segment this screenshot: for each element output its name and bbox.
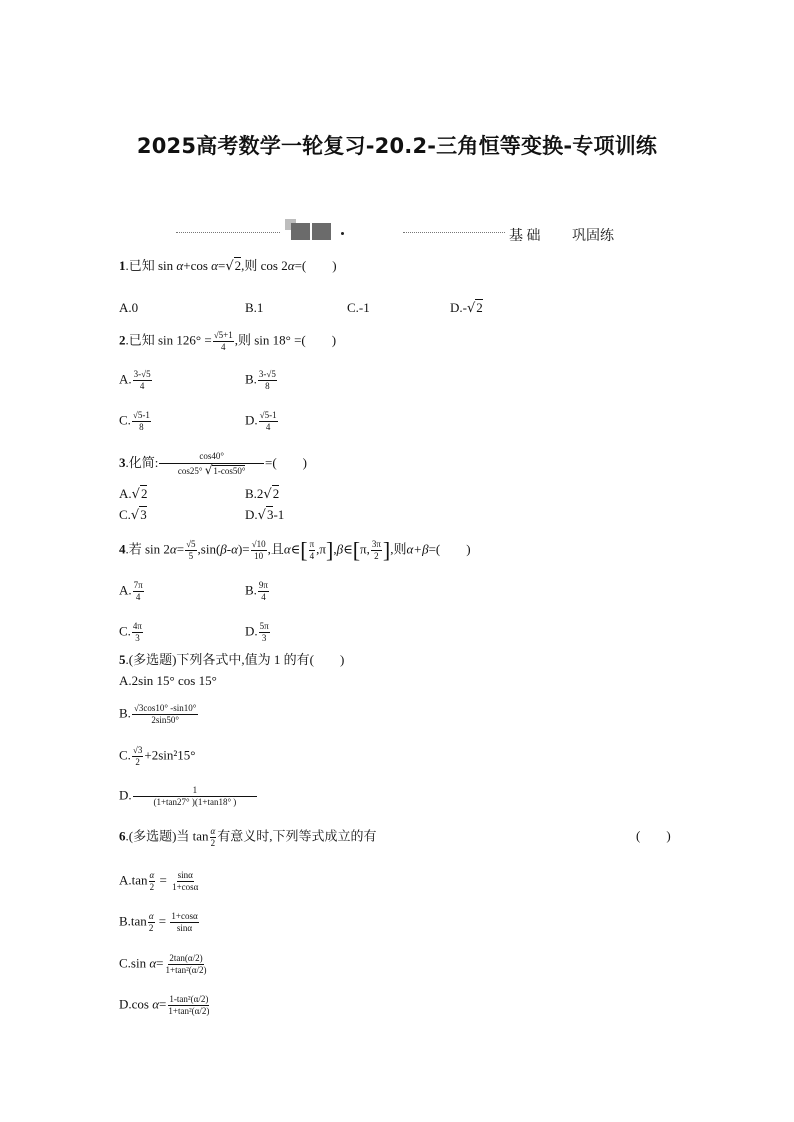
question-6-option-c: C.sin α= $\frac{2\tan(\alpha/2)}{\text{1+tan²(α/2)}}$ — [119, 953, 207, 975]
question-1-option-a: A.0 — [119, 300, 139, 315]
question-3-option-c: C.√3 — [119, 507, 147, 523]
question-2-option-c: C. $\frac{√5-1}{8}$ — [119, 410, 150, 432]
question-2-option-b: B. $\frac{3-√5}{8}$ — [245, 369, 276, 391]
section-badge-block-1 — [291, 223, 310, 240]
section-badge-block-2 — [312, 223, 331, 240]
section-dot — [341, 232, 344, 235]
question-5-option-a: A.2sin 15° cos 15° — [119, 673, 217, 688]
question-4-option-b: B. $\frac{9\pi}{4}$ — [245, 580, 268, 602]
section-divider-left — [176, 232, 280, 233]
question-6-option-a: A.tan $\frac{\alpha}{2}$ = $\frac{\sin\alpha}{1+\cos\alpha}$ — [119, 870, 199, 892]
question-6-option-b: B.tan $\frac{\alpha}{2}$ = $\frac{1+\cos\alpha}{\sin\alpha}$ — [119, 911, 198, 933]
question-1-option-d: D.-√2 — [450, 300, 483, 316]
section-label-practice: 巩固练 — [572, 229, 614, 244]
question-4-option-c: C. $\frac{4\pi}{3}$ — [119, 621, 142, 643]
section-divider-right — [403, 232, 505, 233]
question-4-stem: 4.若 sin 2α= $\frac{√5}{5}$ ,sin(β-α)= $\frac{√10}{10}$ ,且α∈[ $\frac{\pi}{4}$ ,π],β∈[π, $\frac{3\pi}{2}$ ],则α+β=( ) — [119, 537, 471, 563]
section-label-basic: 基 础 — [509, 229, 541, 244]
question-3-option-d: D.√3-1 — [245, 507, 285, 523]
question-6-answer-paren: ( ) — [636, 828, 671, 843]
question-2-option-a: A. $\frac{3-√5}{4}$ — [119, 369, 151, 391]
question-5-option-d: D. $\frac{1}{(1+\tan 27^\circ )(1+\tan 18^\circ )}$ — [119, 785, 258, 808]
question-1-option-b: B.1 — [245, 300, 264, 315]
question-1-option-c: C.-1 — [347, 300, 370, 315]
question-3-option-a: A.√2 — [119, 486, 148, 502]
question-1-stem: 1.已知 sin α+cos α=√2,则 cos 2α=( ) — [119, 258, 337, 274]
question-2-option-d: D. $\frac{√5-1}{4}$ — [245, 410, 277, 432]
question-5-stem: 5.(多选题)下列各式中,值为 1 的有( ) — [119, 652, 345, 667]
question-6-stem: 6.(多选题)当 tan $\frac{\alpha}{2}$ 有意义时,下列等式成立的有 — [119, 826, 377, 848]
question-5-option-b: B. $\frac{√3\cos 10^\circ -\sin 10^\circ}{2\sin 50^\circ}$ — [119, 703, 197, 725]
question-3-stem: 3.化简: $\frac{\cos 40^\circ}{\cos 25^\circ √1-\cos 50^\circ}$ =( ) — [119, 451, 307, 477]
question-4-option-a: A. $\frac{7\pi}{4}$ — [119, 580, 143, 602]
page-title: 2025高考数学一轮复习-20.2-三角恒等变换-专项训练 — [136, 134, 658, 158]
question-3-option-b: B.2√2 — [245, 486, 280, 502]
question-4-option-d: D. $\frac{5\pi}{3}$ — [245, 621, 269, 643]
question-5-option-c: C. $\frac{√3}{2}$ +2sin²15° — [119, 745, 196, 767]
question-6-option-d: D.cos α= $\frac{\text{1-tan²(α/2)}}{\text{1+tan²(α/2)}}$ — [119, 994, 210, 1016]
question-2-stem: 2.已知 sin 126° = $\frac{√5+1}{4}$ ,则 sin 18° =( ) — [119, 330, 337, 352]
